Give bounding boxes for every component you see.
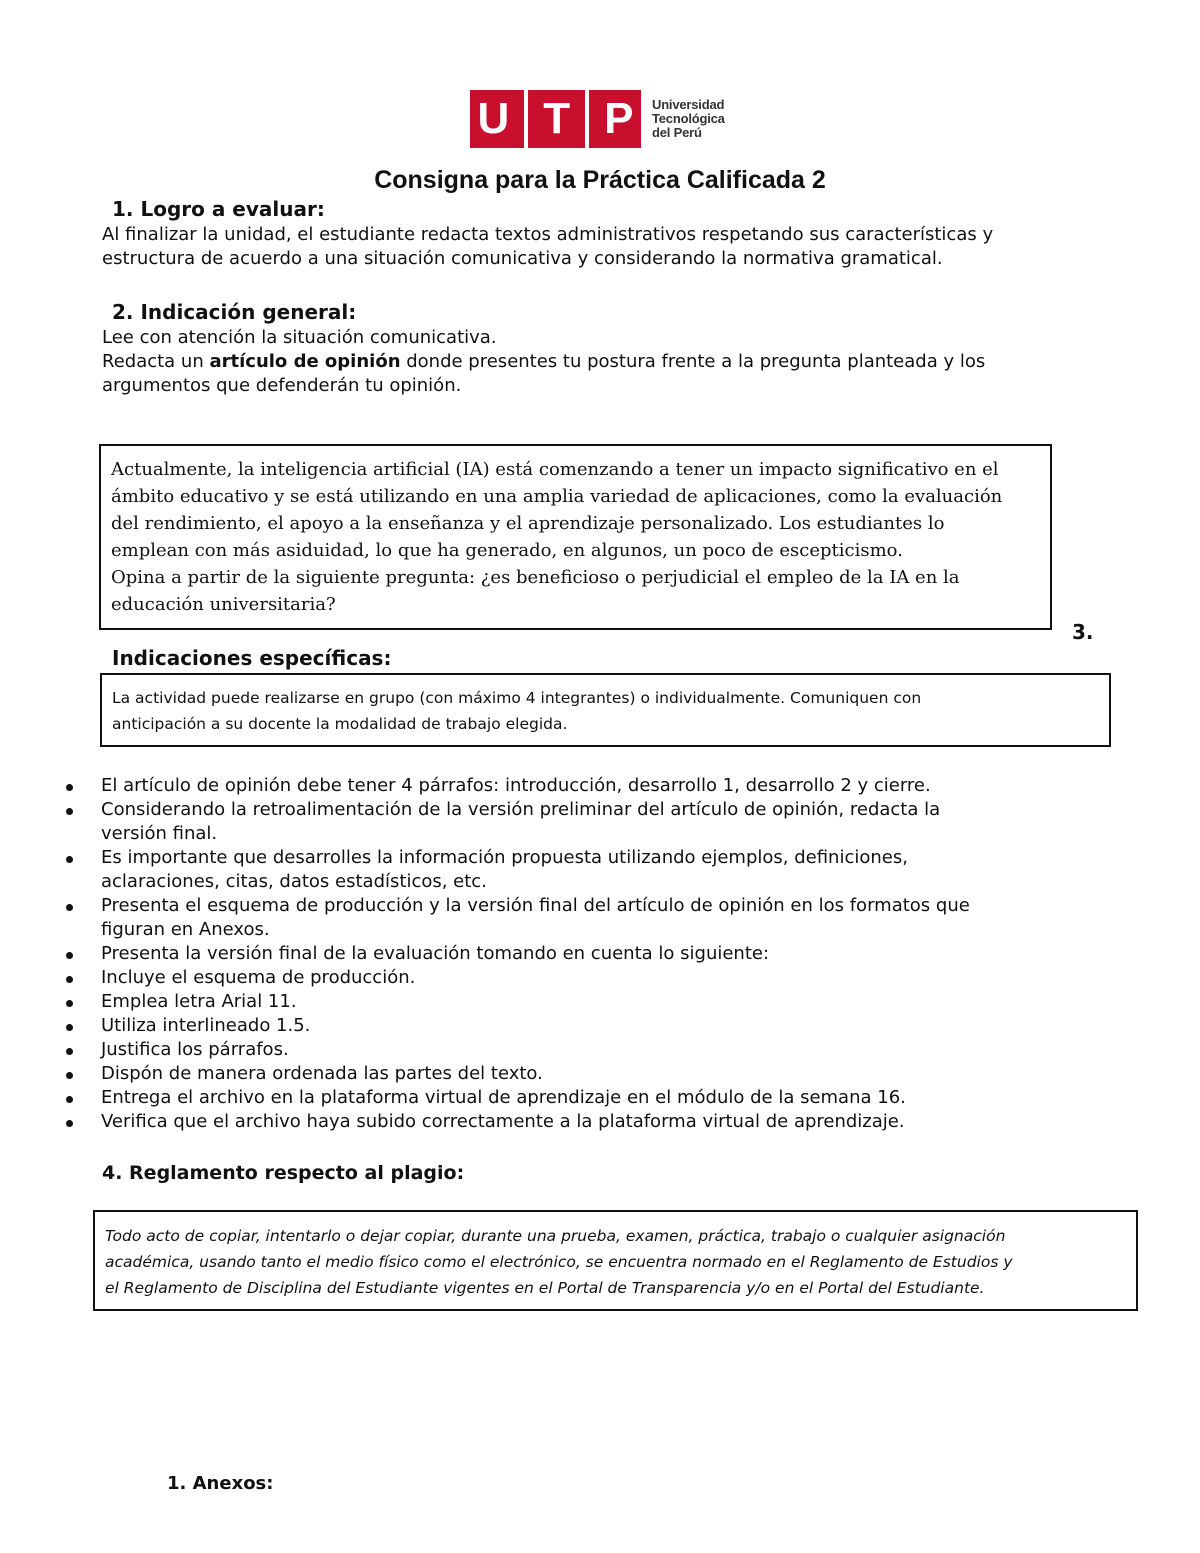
list-item: Presenta la versión final de la evaluación tomando en cuenta lo siguiente: — [62, 942, 970, 966]
bullet-icon — [66, 1048, 73, 1055]
logo-letter-u: U — [477, 94, 510, 143]
bullet-icon — [66, 952, 73, 959]
list-item: Justifica los párrafos. — [62, 1038, 970, 1062]
logo-letter-p: P — [604, 94, 634, 143]
list-item: Verifica que el archivo haya subido correctamente a la plataforma virtual de aprendizaje. — [62, 1110, 970, 1134]
list-item: El artículo de opinión debe tener 4 párrafos: introducción, desarrollo 1, desarrollo 2 y cierre. — [62, 774, 970, 798]
list-item: Incluye el esquema de producción. — [62, 966, 970, 990]
list-item: Emplea letra Arial 11. — [62, 990, 970, 1014]
specific-instructions-list — [62, 774, 970, 1134]
bullet-icon — [66, 1096, 73, 1103]
list-item: Considerando la retroalimentación de la versión preliminar del artículo de opinión, redacta la versión final. — [62, 798, 970, 846]
logo-letter-t: T — [543, 94, 571, 143]
plagiarism-rule-box: Todo acto de copiar, intentarlo o dejar copiar, durante una prueba, examen, práctica, trabajo o cualquier asignación académica, usando tanto el medio físico como el electrónico, se encuentra normado en el Reglamento de Estudios y el Reglamento de Disciplina del Estudiante vigentes en el Portal de Transparencia y/o en el Portal del Estudiante. — [93, 1210, 1138, 1311]
bullet-icon — [66, 784, 73, 791]
modality-note-box: La actividad puede realizarse en grupo (con máximo 4 integrantes) o individualmente. Comuniquen con anticipación a su docente la modalidad de trabajo elegida. — [100, 673, 1111, 747]
situation-box: Actualmente, la inteligencia artificial (IA) está comenzando a tener un impacto significativo en el ámbito educativo y se está utilizando en una amplia variedad de aplicaciones, como la evaluación del rendimiento, el apoyo a la enseñanza y el aprendizaje personalizado. Los estudiantes lo emplean con más asiduidad, lo que ha generado, en algunos, un poco de escepticismo. Opina a partir de la siguiente pregunta: ¿es beneficioso o perjudicial el empleo de la IA en la educación universitaria? — [99, 444, 1052, 630]
annex-heading: 1. Anexos: — [167, 1473, 274, 1494]
list-item: Presenta el esquema de producción y la versión final del artículo de opinión en los formatos que figuran en Anexos. — [62, 894, 970, 942]
section-1-heading: 1. Logro a evaluar: — [112, 197, 325, 221]
section-3-heading: Indicaciones específicas: — [112, 646, 392, 670]
utp-logo-mark — [470, 90, 641, 148]
list-item: Entrega el archivo en la plataforma virtual de aprendizaje en el módulo de la semana 16. — [62, 1086, 970, 1110]
list-item: Utiliza interlineado 1.5. — [62, 1014, 970, 1038]
bullet-icon — [66, 904, 73, 911]
bullet-icon — [66, 808, 73, 815]
list-item: Es importante que desarrolles la información propuesta utilizando ejemplos, definiciones, aclaraciones, citas, datos estadísticos, etc. — [62, 846, 970, 894]
bullet-icon — [66, 1024, 73, 1031]
bullet-icon — [66, 976, 73, 983]
section-2-body: Lee con atención la situación comunicativa. Redacta un artículo de opinión donde presentes tu postura frente a la pregunta planteada y los argumentos que defenderán tu opinión. — [102, 327, 986, 396]
section-2-heading: 2. Indicación general: — [112, 300, 357, 324]
bullet-icon — [66, 1000, 73, 1007]
bullet-icon — [66, 856, 73, 863]
section-4-heading: 4. Reglamento respecto al plagio: — [102, 1162, 465, 1184]
bold-article-type: artículo de opinión — [209, 351, 401, 372]
bullet-icon — [66, 1072, 73, 1079]
section-3-number: 3. — [1072, 620, 1094, 644]
section-2-line-2: Redacta un artículo de opinión donde presentes tu postura frente a la pregunta planteada y los — [102, 351, 986, 372]
logo-wordmark: Universidad Tecnológica del Perú — [652, 97, 725, 140]
list-item: Dispón de manera ordenada las partes del texto. — [62, 1062, 970, 1086]
section-1-body: Al finalizar la unidad, el estudiante redacta textos administrativos respetando sus características y estructura de acuerdo a una situación comunicativa y considerando la normativa gramatical. — [102, 224, 994, 269]
page-title: Consigna para la Práctica Calificada 2 — [374, 166, 826, 194]
utp-logo — [470, 90, 740, 148]
bullet-icon — [66, 1120, 73, 1127]
